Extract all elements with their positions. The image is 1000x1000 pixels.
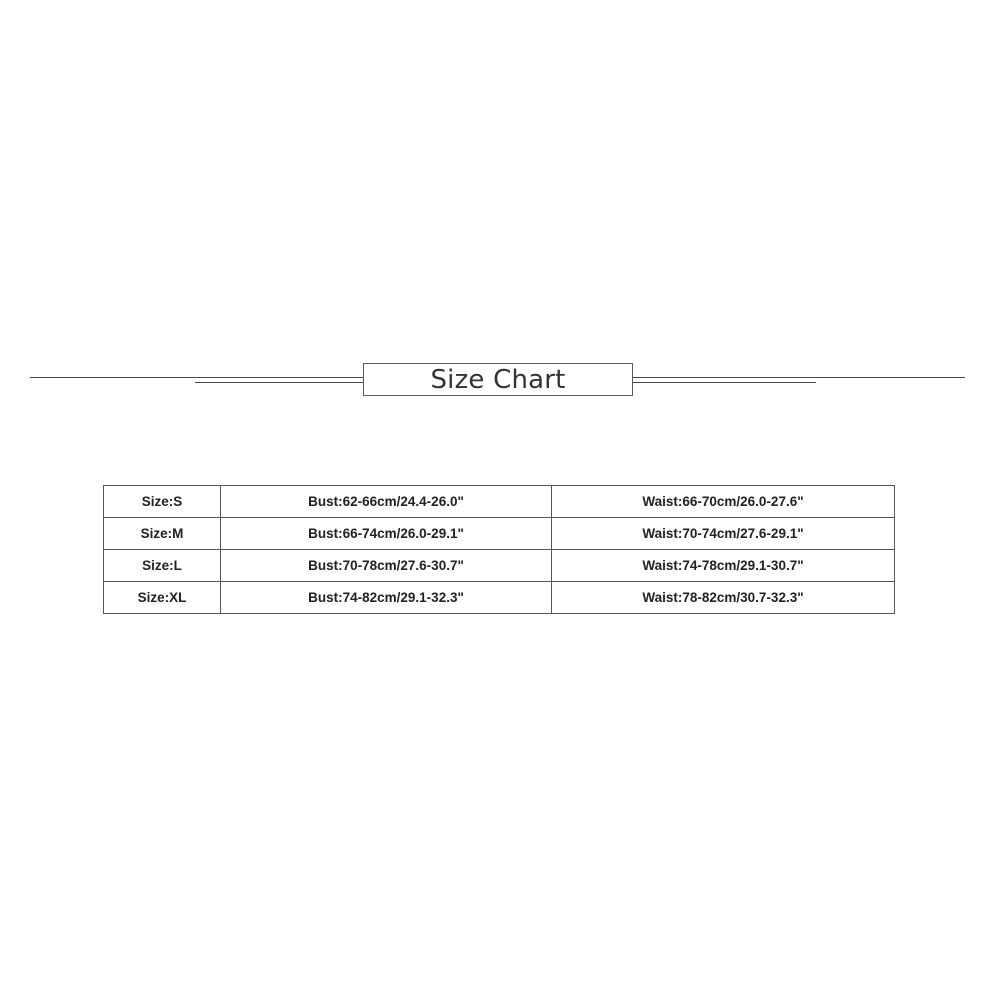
bust-cell: Bust:66-74cm/26.0-29.1" xyxy=(221,518,552,550)
header-rule-short-right xyxy=(633,382,816,383)
size-cell: Size:M xyxy=(104,518,221,550)
header-rule-short-left xyxy=(195,382,363,383)
size-cell: Size:S xyxy=(104,486,221,518)
waist-cell: Waist:78-82cm/30.7-32.3" xyxy=(552,582,895,614)
table-row xyxy=(104,518,895,550)
header-rule-long-right xyxy=(633,377,965,378)
size-cell: Size:L xyxy=(104,550,221,582)
table-row xyxy=(104,486,895,518)
size-table xyxy=(103,485,895,614)
header-rule-long-left xyxy=(30,377,363,378)
waist-cell: Waist:66-70cm/26.0-27.6" xyxy=(552,486,895,518)
table-row xyxy=(104,550,895,582)
table-row xyxy=(104,582,895,614)
size-cell: Size:XL xyxy=(104,582,221,614)
bust-cell: Bust:62-66cm/24.4-26.0" xyxy=(221,486,552,518)
waist-cell: Waist:74-78cm/29.1-30.7" xyxy=(552,550,895,582)
title-box xyxy=(363,363,633,396)
bust-cell: Bust:74-82cm/29.1-32.3" xyxy=(221,582,552,614)
page-title: Size Chart xyxy=(430,364,566,395)
bust-cell: Bust:70-78cm/27.6-30.7" xyxy=(221,550,552,582)
waist-cell: Waist:70-74cm/27.6-29.1" xyxy=(552,518,895,550)
